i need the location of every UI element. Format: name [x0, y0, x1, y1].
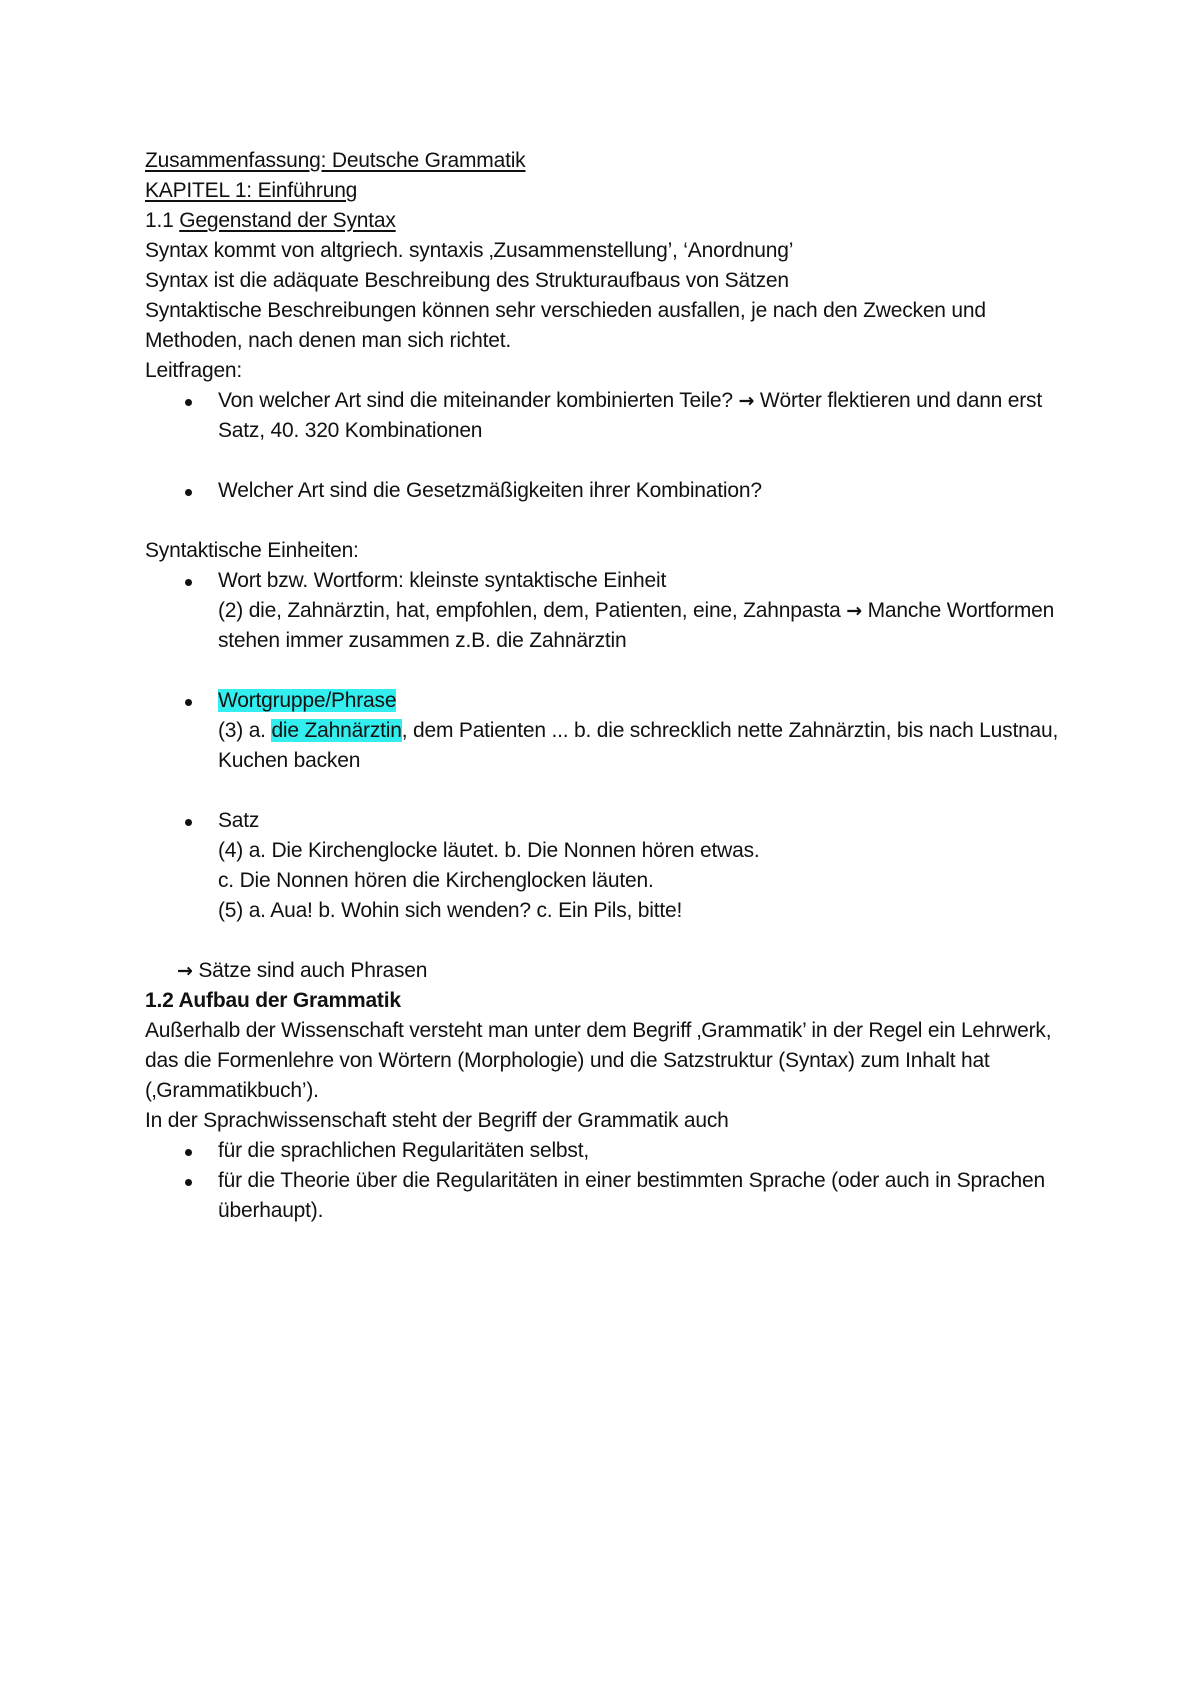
leitfragen-label: Leitfragen: [145, 359, 243, 382]
grammar-meaning-list [145, 1136, 1065, 1226]
unit-title [218, 686, 1065, 716]
list-item [145, 386, 1065, 446]
arrow-right-icon: → [738, 390, 755, 412]
bullet-icon [185, 399, 192, 406]
document-title: Zusammenfassung: Deutsche Grammatik [145, 149, 526, 172]
einheiten-list [145, 566, 1065, 926]
example-text: , dem Patienten ... b. die schrecklich nette Zahnärztin, bis nach Lustnau, Kuchen backen [218, 719, 1059, 772]
section-1-2-heading: 1.2 Aufbau der Grammatik [145, 989, 401, 1012]
unit-title: Satz [218, 809, 260, 832]
leitfragen-list [145, 386, 1065, 506]
conclusion-text: Sätze sind auch Phrasen [192, 959, 428, 982]
question-text-cont: Wörter flektieren und dann erst Satz, 40. 320 Kombinationen [218, 389, 1042, 442]
paragraph-syntax-descriptions: Syntaktische Beschreibungen können sehr verschieden ausfallen, je nach den Zwecken und Methoden, nach denen man sich richtet. [145, 299, 986, 352]
section-number: 1.1 [145, 209, 180, 232]
unit-example: (4) a. Die Kirchenglocke läutet. b. Die Nonnen hören etwas. [218, 839, 760, 862]
paragraph-grammar-outside: Außerhalb der Wissenschaft versteht man unter dem Begriff ‚Grammatik’ in der Regel ein Lehrwerk, das die Formenlehre von Wörtern (Morphologie) und die Satzstruktur (Syntax) zum Inhalt hat (‚Grammatikbuch’). [145, 1019, 1052, 1102]
list-item [145, 1166, 1065, 1226]
bullet-icon [185, 489, 192, 496]
arrow-right-icon: → [177, 960, 193, 982]
highlighted-text: die Zahnärztin [271, 719, 402, 742]
unit-title: Wort bzw. Wortform: kleinste syntaktische Einheit [218, 569, 667, 592]
list-item [145, 566, 1065, 656]
question-text: Von welcher Art sind die miteinander kombinierten Teile? [218, 389, 739, 412]
bullet-icon [185, 579, 192, 586]
list-item [145, 686, 1065, 776]
conclusion-line [145, 956, 1065, 986]
chapter-heading: KAPITEL 1: Einführung [145, 179, 358, 202]
unit-example [218, 596, 1065, 656]
paragraph-syntax-definition: Syntax ist die adäquate Beschreibung des Strukturaufbaus von Sätzen [145, 269, 789, 292]
unit-example: c. Die Nonnen hören die Kirchenglocken läuten. [218, 869, 654, 892]
question-text: Welcher Art sind die Gesetzmäßigkeiten ihrer Kombination? [218, 479, 762, 502]
example-prefix: (3) a. [218, 719, 272, 742]
list-item [145, 476, 1065, 506]
bullet-icon [185, 819, 192, 826]
list-item-text: für die sprachlichen Regularitäten selbst, [218, 1139, 589, 1162]
einheiten-label: Syntaktische Einheiten: [145, 539, 359, 562]
bullet-icon [185, 1149, 192, 1156]
example-text: (2) die, Zahnärztin, hat, empfohlen, dem, Patienten, eine, Zahnpasta [218, 599, 847, 622]
section-1-1-heading [145, 206, 1065, 236]
paragraph-grammar-linguistics: In der Sprachwissenschaft steht der Begriff der Grammatik auch [145, 1109, 729, 1132]
bullet-icon [185, 1179, 192, 1186]
section-title: Gegenstand der Syntax [179, 209, 396, 232]
bullet-icon [185, 699, 192, 706]
list-item [145, 1136, 1065, 1166]
unit-example [218, 716, 1065, 776]
example-text-cont: Manche Wortformen stehen immer zusammen z.B. die Zahnärztin [218, 599, 1055, 652]
arrow-right-icon: → [846, 600, 862, 622]
highlighted-text: Wortgruppe/Phrase [218, 689, 397, 712]
paragraph-syntax-origin: Syntax kommt von altgriech. syntaxis ‚Zusammenstellung’, ‘Anordnung’ [145, 239, 794, 262]
unit-example: (5) a. Aua! b. Wohin sich wenden? c. Ein Pils, bitte! [218, 899, 683, 922]
list-item-text: für die Theorie über die Regularitäten in einer bestimmten Sprache (oder auch in Sprachen überhaupt). [218, 1169, 1045, 1222]
document-content [145, 146, 1065, 1226]
list-item [145, 806, 1065, 926]
